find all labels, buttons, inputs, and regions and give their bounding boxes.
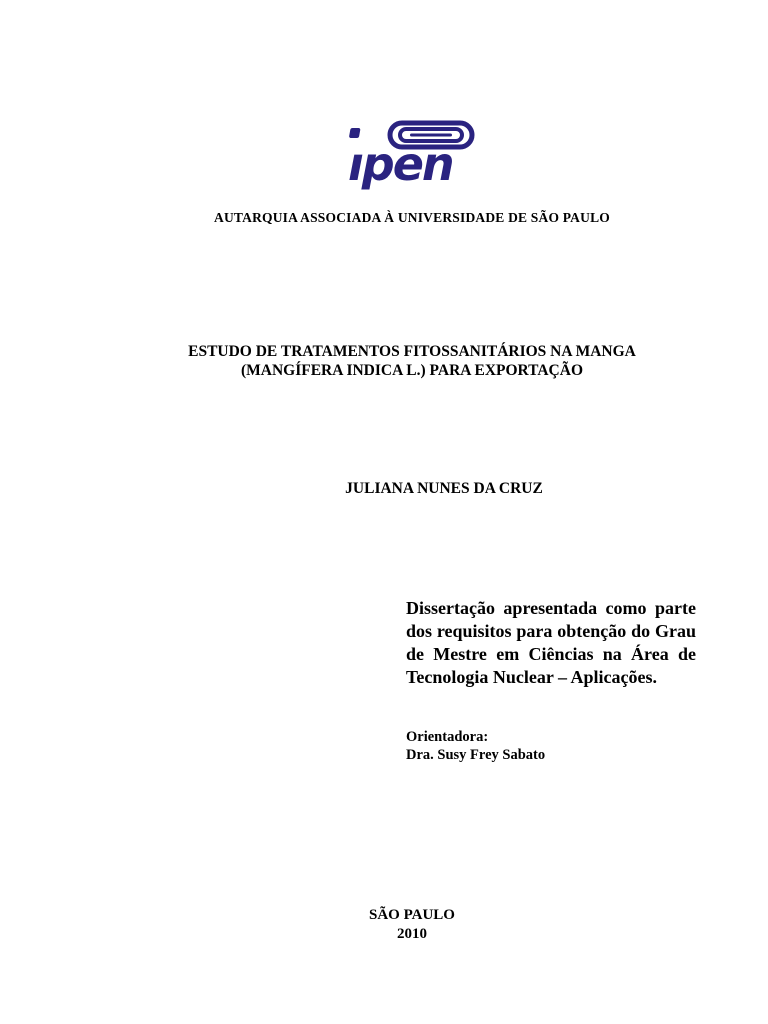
institution-name: AUTARQUIA ASSOCIADA À UNIVERSIDADE DE SÃO PAULO — [214, 210, 610, 225]
dissertation-statement: Dissertação apresentada como parte dos requisitos para obtenção do Grau de Mestre em Ciências na Área de Tecnologia Nuclear – Aplicações. — [406, 598, 696, 687]
thesis-title — [0, 342, 768, 380]
advisor-block — [406, 728, 696, 764]
advisor-name: Dra. Susy Frey Sabato — [406, 747, 546, 763]
place-and-year — [0, 906, 768, 944]
thesis-title-line-2: (MANGÍFERA INDICA L.) PARA EXPORTAÇÃO — [240, 362, 584, 379]
ipen-logo — [348, 120, 476, 190]
author-name: JULIANA NUNES DA CRUZ — [345, 480, 543, 497]
ipen-logo-lettering: ıpen — [348, 137, 453, 190]
location: SÃO PAULO — [369, 907, 455, 923]
thesis-title-line-1: ESTUDO DE TRATAMENTOS FITOSSANITÁRIOS NA MANGA — [188, 343, 636, 360]
year: 2010 — [397, 926, 427, 942]
advisor-label: Orientadora: — [406, 729, 489, 745]
ipen-logo-graphic — [348, 120, 476, 190]
